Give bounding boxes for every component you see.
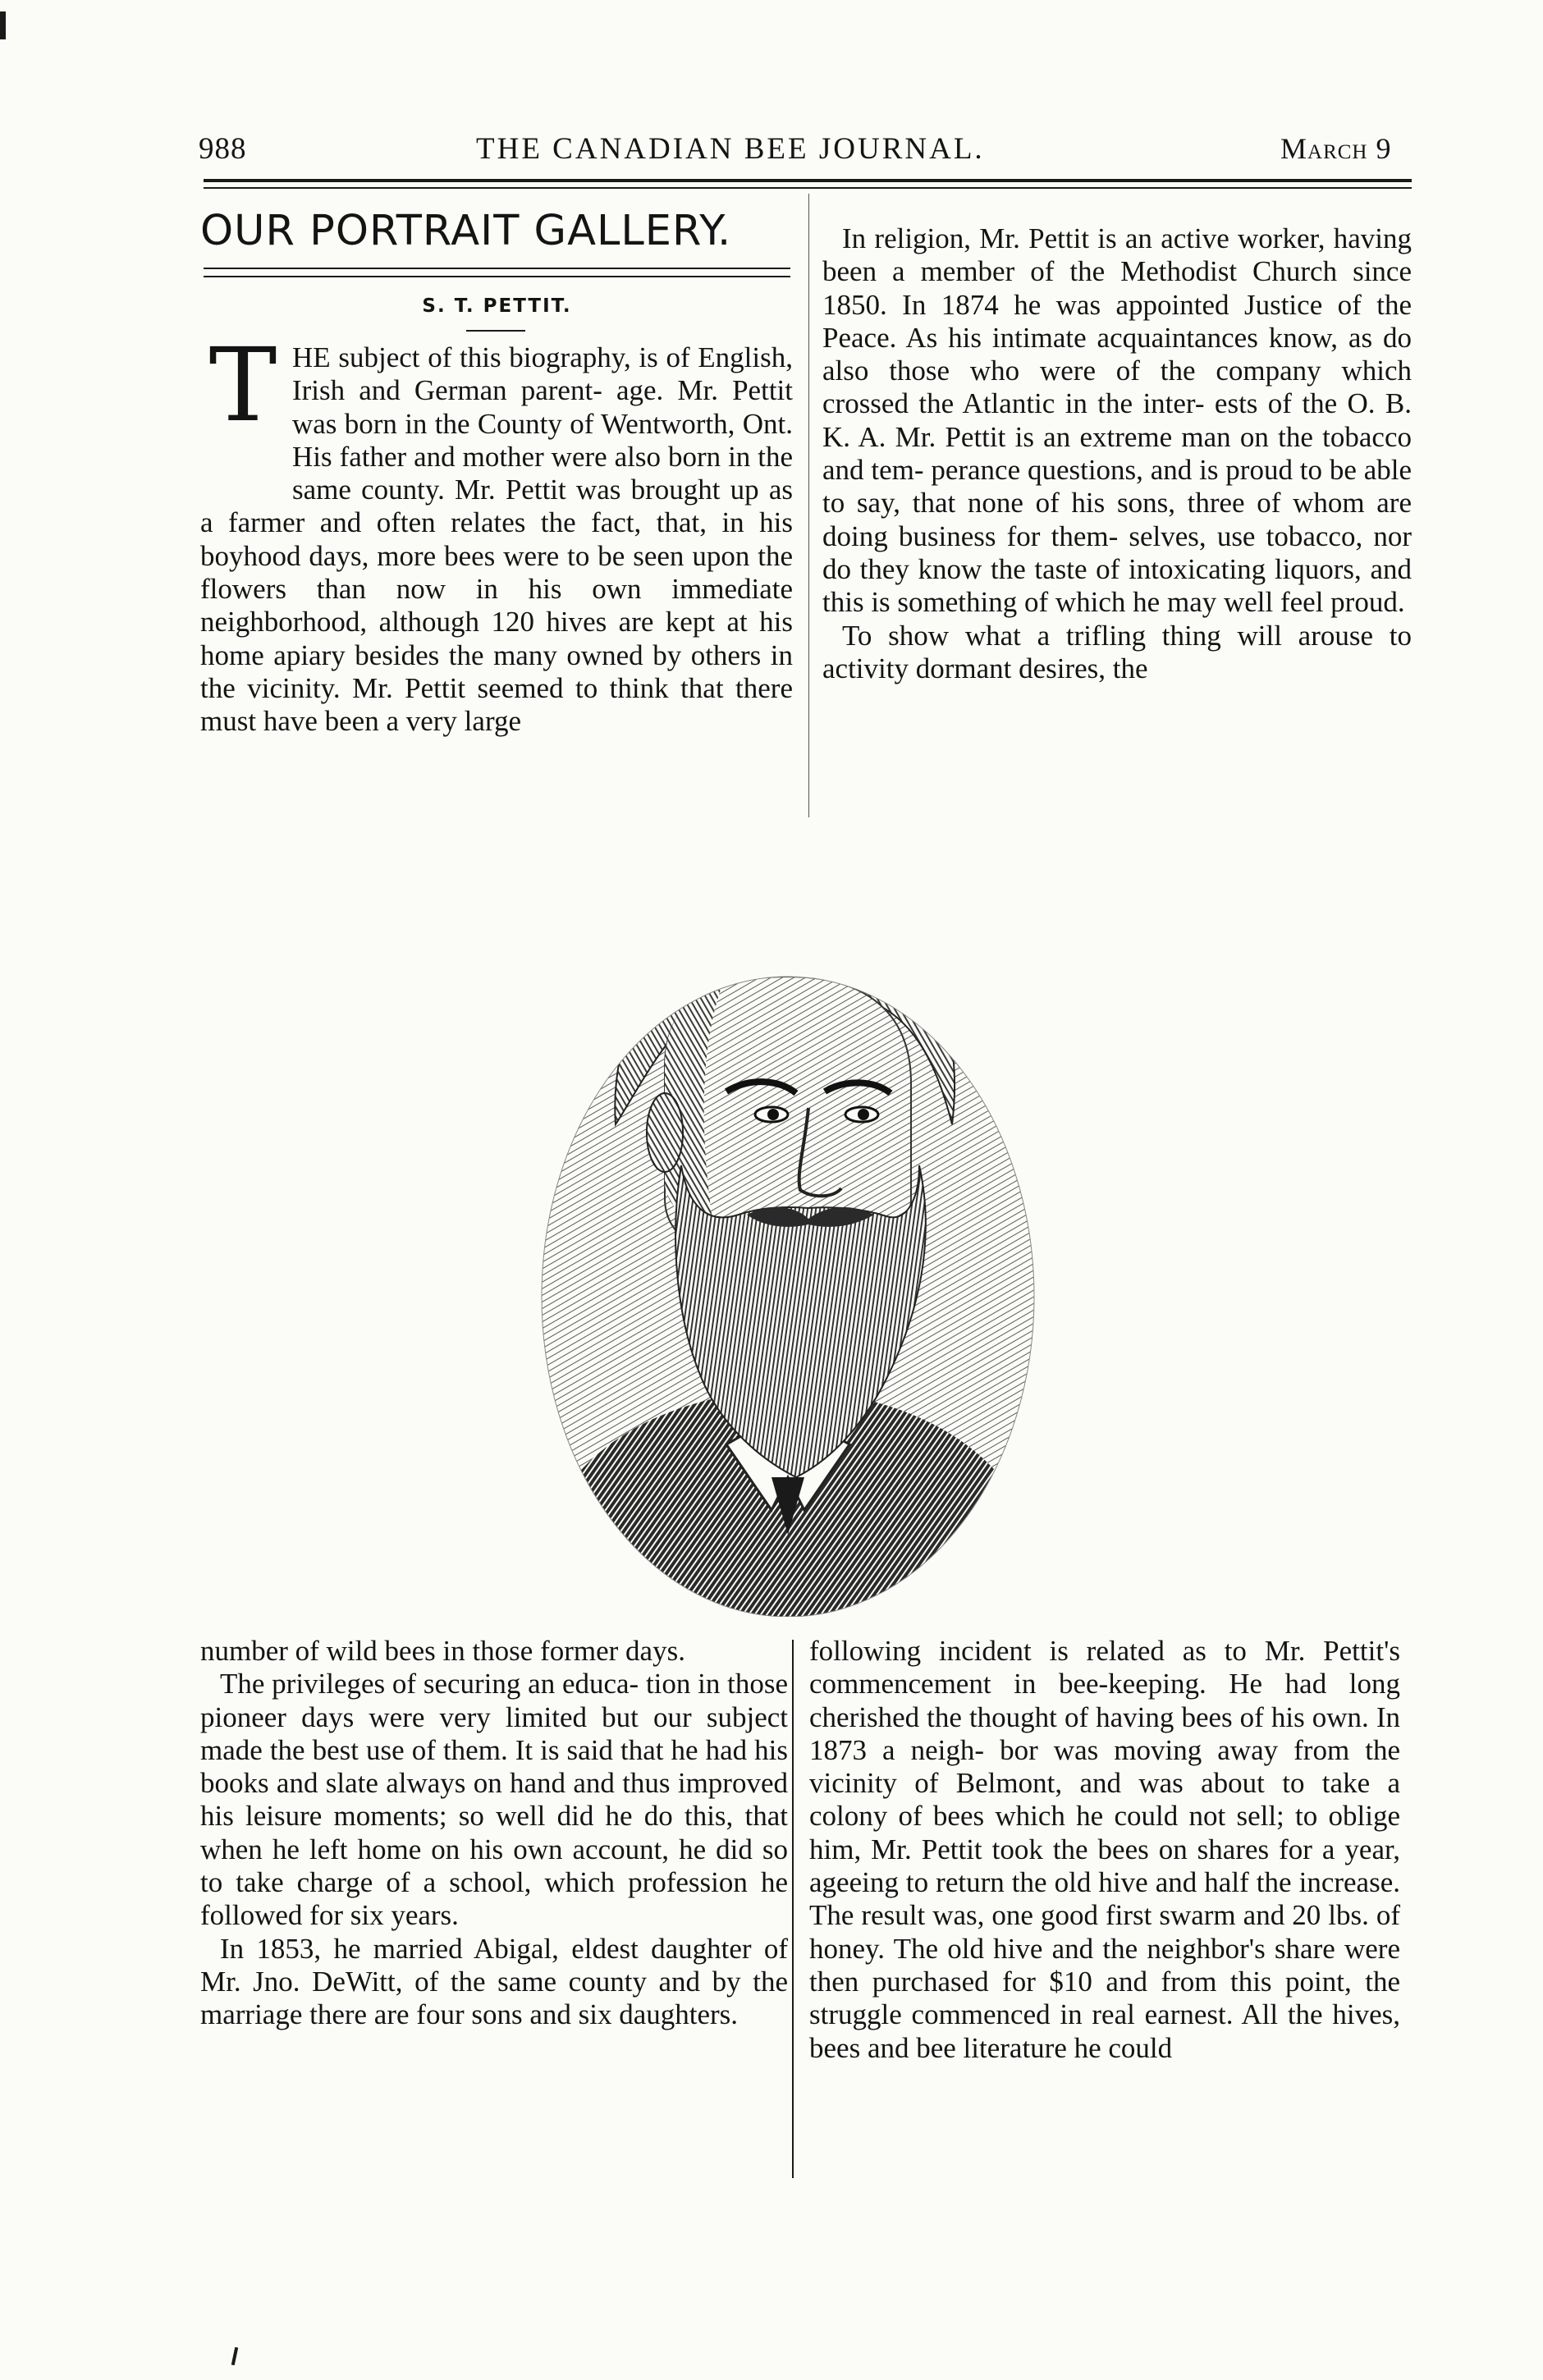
- paragraph: number of wild bees in those former days.: [200, 1635, 685, 1667]
- drop-cap: T: [208, 327, 277, 445]
- subject-rule: [466, 330, 525, 332]
- column-divider-upper: [808, 194, 809, 817]
- header-rule-thick: [204, 179, 1412, 182]
- heading-rule-2: [204, 276, 790, 277]
- paragraph: The privileges of securing an educa- tion in those pioneer days were very limited but our subject made the best use of them. It is said that he had his books and slate always on hand and thus improved his leisure moments; so well did he do this, that when he left home on his own account, he did so to take charge of a school, which profession he followed for six years.: [200, 1668, 789, 1932]
- portrait-engraving: [525, 854, 1051, 1617]
- paragraph: following incident is related as to Mr. Pettit's commencement in bee-keeping. He had long cherished the thought of having bees of his own. In 1873 a neigh- bor was moving away from the vicinity of Belmont, and was about to take a colony of bees which he could not sell; to oblige him, Mr. Pettit took the bees on shares for a year, ageeing to return the old hive and half the increase. The result was, one good first swarm and 20 lbs. of honey. The old hive and the neighbor's share were then purchased for $10 and from this point, the struggle commenced in real earnest. All the hives, bees and bee literature he could: [809, 1635, 1400, 2064]
- header-rule-thin: [204, 187, 1412, 189]
- lower-left-column: [200, 1635, 788, 2032]
- page-number: 988: [199, 132, 247, 166]
- lower-right-column: [809, 1635, 1400, 2065]
- column-divider-lower: [792, 1640, 794, 2178]
- paragraph: In religion, Mr. Pettit is an active worker, having been a member of the Methodist Church since 1850. In 1874 he was appointed Justice of the Peace. As his intimate acquaintances know, as do also those who were of the company which crossed the Atlantic in the inter- ests of the O. B. K. A. Mr. Pettit is an extreme man on the tobacco and tem- perance questions, and is proud to be able to say, that none of his sons, three of whom are doing business for them- selves, use tobacco, nor do they know the taste of intoxicating liquors, and this is something of which he may well feel proud.: [822, 222, 1412, 619]
- heading-rule-1: [204, 268, 790, 269]
- upper-right-column: [822, 222, 1412, 685]
- section-heading: OUR PORTRAIT GALLERY.: [200, 207, 732, 255]
- scan-speck: [231, 2347, 238, 2365]
- scan-edge-mark: [0, 11, 6, 39]
- upper-left-column: [200, 327, 793, 739]
- issue-date: March 9: [1280, 132, 1392, 165]
- subject-name: S. T. PETTIT.: [422, 295, 572, 317]
- journal-title: THE CANADIAN BEE JOURNAL.: [476, 132, 985, 166]
- paragraph: HE subject of this biography, is of English, Irish and German parent- age. Mr. Pettit was born in the County of Wentworth, Ont. His father and mother were also born in the same county. Mr. Pettit was brought up as a farmer and often relates the fact, that, in his boyhood days, more bees were to be seen upon the flowers than now in his own immediate neighborhood, although 120 hives are kept at his home apiary besides the many owned by others in the vicinity. Mr. Pettit seemed to think that there must have been a very large: [200, 341, 793, 738]
- paragraph: In 1853, he married Abigal, eldest daughter of Mr. Jno. DeWitt, of the same county and by the marriage there are four sons and six daughters.: [200, 1932, 788, 2031]
- paragraph: To show what a trifling thing will arouse to activity dormant desires, the: [822, 619, 1412, 684]
